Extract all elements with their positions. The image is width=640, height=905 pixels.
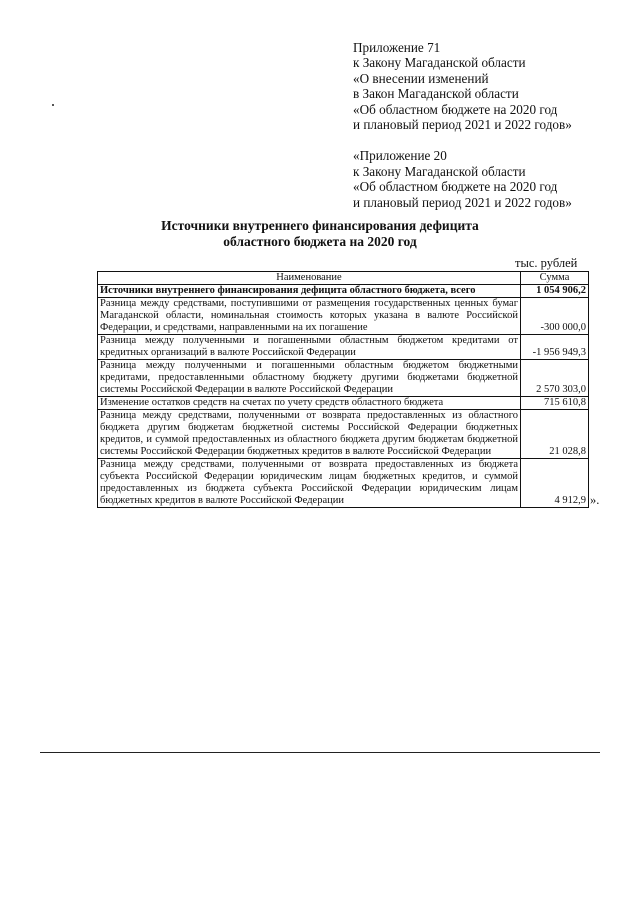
row-name: Изменение остатков средств на счетах по учету средств областного бюджета [98,397,521,410]
header-line: к Закону Магаданской области [353,55,526,71]
row-amount: 2 570 303,0 [521,360,589,397]
original-appendix-line: и плановый период 2021 и 2022 годов» [353,194,572,210]
title-line-2: областного бюджета на 2020 год [223,234,417,249]
original-appendix-line: «Об областном бюджете на 2020 год [353,179,558,195]
row-amount: 715 610,8 [521,397,589,410]
row-name: Источники внутреннего финансирования дефицита областного бюджета, всего [98,285,521,298]
title-line-1: Источники внутреннего финансирования дефицита [161,218,479,233]
table-row [98,335,589,360]
header-line: Приложение 71 [353,40,441,55]
header-line: и плановый период 2021 и 2022 годов» [353,117,572,133]
header-spacer [353,132,572,148]
row-amount: 21 028,8 [521,410,589,459]
original-appendix-line: к Закону Магаданской области [353,163,526,179]
table-header-row [98,272,589,285]
column-header-name: Наименование [98,272,521,285]
header-line: «О внесении изменений [353,70,489,86]
table-row-total [98,285,589,298]
header-line: в Закон Магаданской области [353,86,519,102]
table-row [98,397,589,410]
document-title [0,218,640,250]
row-name: Разница между полученными и погашенными областным бюджетом кредитами от кредитных организаций в валюте Российской Федерации [98,335,521,360]
original-appendix-line: «Приложение 20 [353,148,447,164]
table-row [98,298,589,335]
row-amount: 4 912,9 [521,459,589,508]
row-name: Разница между средствами, поступившими от размещения государственных ценных бумаг Магаданской области, номинальная стоимость которых указана в валюте Российской Федерации, и средствами, направленными на их погашение [98,298,521,335]
units-label: тыс. рублей [515,256,578,270]
row-name: Разница между полученными и погашенными областным бюджетом бюджетными кредитами, предоставленными областному бюджету другими бюджетами бюджетной системы Российской Федерации в валюте Российской Федерации [98,360,521,397]
row-amount: 1 054 906,2 [521,285,589,298]
appendix-header [353,40,572,210]
table-row [98,360,589,397]
row-amount: -300 000,0 [521,298,589,335]
table-row [98,459,589,508]
row-name: Разница между средствами, полученными от возврата предоставленных из областного бюджета другим бюджетам бюджетной системы Российской Федерации бюджетных кредитов, и суммой предоставленных из областного бюджета другим бюджетам бюджетной системы Российской Федерации бюджетных кредитов в валюте Российской Федерации [98,410,521,459]
scan-speck [52,104,54,106]
header-line: «Об областном бюджете на 2020 год [353,101,558,117]
closing-quote-mark: ». [590,492,600,507]
row-amount: -1 956 949,3 [521,335,589,360]
footer-divider [40,752,600,753]
financing-sources-table [97,271,589,508]
column-header-amount: Сумма [521,272,589,285]
table-row [98,410,589,459]
row-name: Разница между средствами, полученными от возврата предоставленных из бюджета субъекта Российской Федерации юридическим лицам бюджетных кредитов, и суммой предоставленных из бюджета субъекта Российской Федерации юридическим лицам бюджетных кредитов в валюте Российской Федерации [98,459,521,508]
